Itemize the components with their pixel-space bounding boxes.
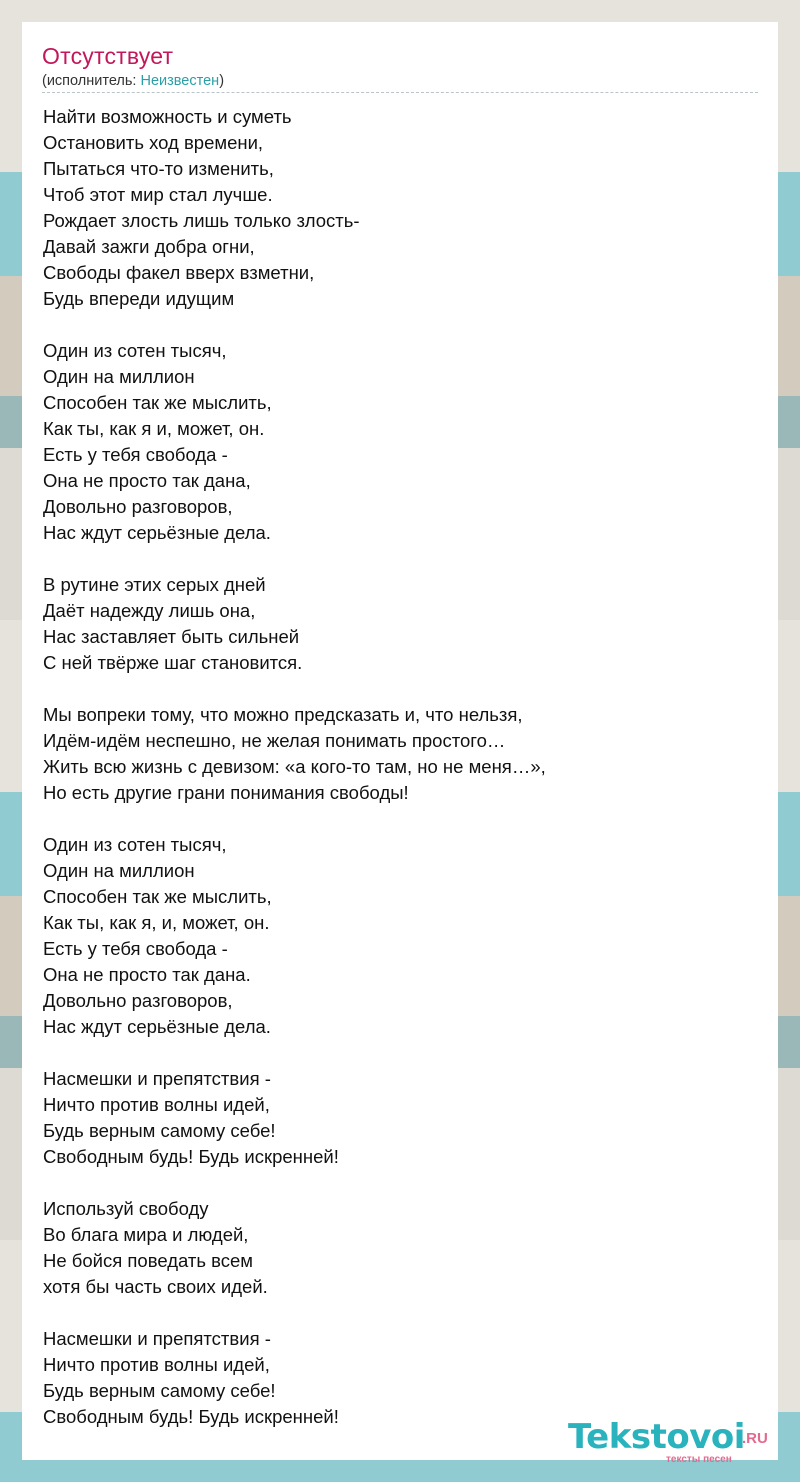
lyrics-line: Во блага мира и людей, bbox=[43, 1224, 249, 1245]
artist-suffix: ) bbox=[219, 73, 225, 89]
lyrics-stanza bbox=[43, 702, 743, 806]
lyrics-line: Довольно разговоров, bbox=[43, 990, 233, 1011]
lyrics-stanza bbox=[43, 1326, 743, 1430]
lyrics-line: Рождает злость лишь только злость- bbox=[43, 210, 360, 231]
lyrics-stanza bbox=[43, 832, 743, 1040]
logo-wordmark: Tekstovoi bbox=[568, 1417, 745, 1457]
lyrics-line: Будь верным самому себе! bbox=[43, 1120, 276, 1141]
lyrics-line: Как ты, как я, и, может, он. bbox=[43, 912, 270, 933]
lyrics-line: Используй свободу bbox=[43, 1198, 209, 1219]
lyrics-stanza bbox=[43, 1066, 743, 1170]
lyrics-line: Способен так же мыслить, bbox=[43, 886, 272, 907]
lyrics-line: С ней твёрже шаг становится. bbox=[43, 652, 303, 673]
lyrics-line: Чтоб этот мир стал лучше. bbox=[43, 184, 273, 205]
lyrics-line: В рутине этих серых дней bbox=[43, 574, 266, 595]
title-divider bbox=[42, 92, 758, 93]
lyrics-line: Будь верным самому себе! bbox=[43, 1380, 276, 1401]
logo-tagline: тексты песен bbox=[666, 1454, 732, 1465]
lyrics-line: Но есть другие грани понимания свободы! bbox=[43, 782, 409, 803]
lyrics-stanza bbox=[43, 572, 743, 676]
lyrics-line: Даёт надежду лишь она, bbox=[43, 600, 256, 621]
lyrics-line: Один на миллион bbox=[43, 366, 195, 387]
lyrics-line: Нас ждут серьёзные дела. bbox=[43, 522, 271, 543]
lyrics-text bbox=[43, 104, 743, 1456]
lyrics-line: Нас заставляет быть сильней bbox=[43, 626, 300, 647]
lyrics-line: хотя бы часть своих идей. bbox=[43, 1276, 268, 1297]
lyrics-stanza bbox=[43, 1196, 743, 1300]
lyrics-line: Нас ждут серьёзные дела. bbox=[43, 1016, 271, 1037]
lyrics-line: Будь впереди идущим bbox=[43, 288, 235, 309]
lyrics-line: Свободным будь! Будь искренней! bbox=[43, 1406, 339, 1427]
lyrics-line: Есть у тебя свобода - bbox=[43, 444, 228, 465]
lyrics-line: Один на миллион bbox=[43, 860, 195, 881]
artist-line bbox=[42, 73, 224, 89]
lyrics-stanza bbox=[43, 338, 743, 546]
lyrics-line: Ничто против волны идей, bbox=[43, 1354, 270, 1375]
lyrics-line: Она не просто так дана. bbox=[43, 964, 251, 985]
lyrics-line: Один из сотен тысяч, bbox=[43, 340, 227, 361]
lyrics-line: Найти возможность и суметь bbox=[43, 106, 292, 127]
lyrics-line: Ничто против волны идей, bbox=[43, 1094, 270, 1115]
lyrics-line: Она не просто так дана, bbox=[43, 470, 251, 491]
lyrics-line: Жить всю жизнь с девизом: «а кого-то там, но не меня…», bbox=[43, 756, 546, 777]
site-logo[interactable] bbox=[568, 1417, 773, 1465]
lyrics-line: Довольно разговоров, bbox=[43, 496, 233, 517]
artist-prefix: (исполнитель: bbox=[42, 73, 141, 89]
logo-domain: .RU bbox=[742, 1430, 768, 1447]
lyrics-line: Один из сотен тысяч, bbox=[43, 834, 227, 855]
lyrics-stanza bbox=[43, 104, 743, 312]
lyrics-line: Способен так же мыслить, bbox=[43, 392, 272, 413]
lyrics-line: Свободы факел вверх взметни, bbox=[43, 262, 315, 283]
lyrics-line: Свободным будь! Будь искренней! bbox=[43, 1146, 339, 1167]
artist-link[interactable]: Неизвестен bbox=[140, 73, 220, 89]
lyrics-line: Как ты, как я и, может, он. bbox=[43, 418, 265, 439]
lyrics-line: Мы вопреки тому, что можно предсказать и, что нельзя, bbox=[43, 704, 523, 725]
lyrics-line: Пытаться что-то изменить, bbox=[43, 158, 274, 179]
song-title: Отсутствует bbox=[42, 43, 174, 69]
lyrics-line: Насмешки и препятствия - bbox=[43, 1068, 271, 1089]
lyrics-line: Не бойся поведать всем bbox=[43, 1250, 254, 1271]
lyrics-line: Есть у тебя свобода - bbox=[43, 938, 228, 959]
lyrics-line: Насмешки и препятствия - bbox=[43, 1328, 271, 1349]
lyrics-line: Идём-идём неспешно, не желая понимать простого… bbox=[43, 730, 506, 751]
lyrics-line: Остановить ход времени, bbox=[43, 132, 264, 153]
lyrics-line: Давай зажги добра огни, bbox=[43, 236, 255, 257]
